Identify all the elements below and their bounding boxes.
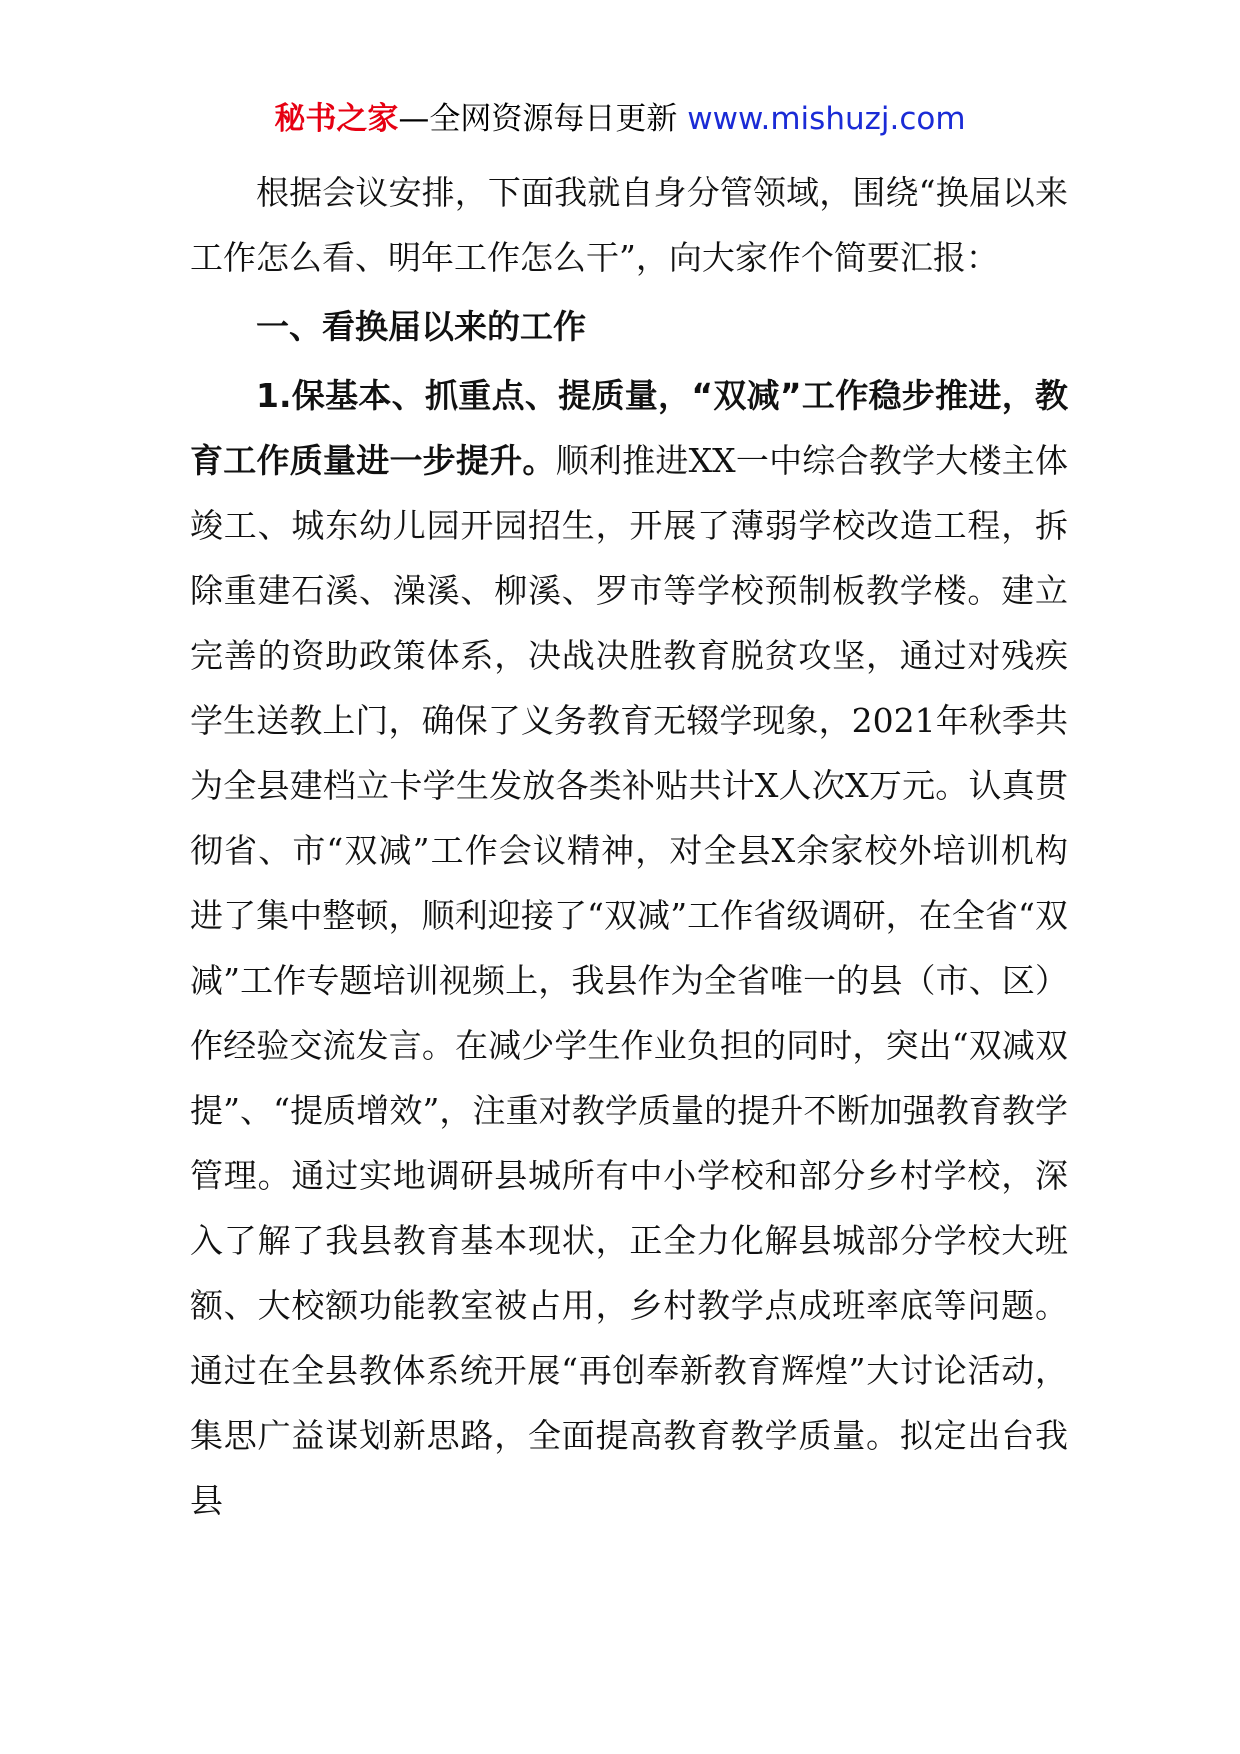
section-heading: 一、看换届以来的工作 [256,307,586,346]
item-title: 1.保基本、抓重点、提质量，“双减”工作稳步推进，教育工作质量进一步提升。 [190,376,1068,480]
site-url[interactable]: www.mishuzj.com [687,101,966,137]
intro-paragraph: 根据会议安排，下面我就自身分管领域，围绕“换届以来工作怎么看、明年工作怎么干”，向大家作个简要汇报： [190,173,1068,277]
item-paragraph [190,363,1068,1533]
brand-name: 秘书之家 [274,101,399,137]
page-header [0,98,1240,140]
item-body: 顺利推进XX一中综合教学大楼主体竣工、城东幼儿园开园招生，开展了薄弱学校改造工程，拆除重建石溪、澡溪、柳溪、罗市等学校预制板教学楼。建立完善的资助政策体系，决战决胜教育脱贫攻坚，通过对残疾学生送教上门，确保了义务教育无辍学现象，2021年秋季共为全县建档立卡学生发放各类补贴共计X人次X万元。认真贯彻省、市“双减”工作会议精神，对全县X余家校外培训机构进了集中整顿，顺利迎接了“双减”工作省级调研，在全省“双减”工作专题培训视频上，我县作为全省唯一的县（市、区）作经验交流发言。在减少学生作业负担的同时，突出“双减双提”、“提质增效”，注重对教学质量的提升不断加强教育教学管理。通过实地调研县城所有中小学校和部分乡村学校，深入了解了我县教育基本现状，正全力化解县城部分学校大班额、大校额功能教室被占用，乡村教学点成班率底等问题。通过在全县教体系统开展“再创奉新教育辉煌”大讨论活动，集思广益谋划新思路，全面提高教育教学质量。拟定出台我县 [190,441,1068,1520]
document-body [190,160,1068,1533]
header-tagline: —全网资源每日更新 [398,101,688,137]
